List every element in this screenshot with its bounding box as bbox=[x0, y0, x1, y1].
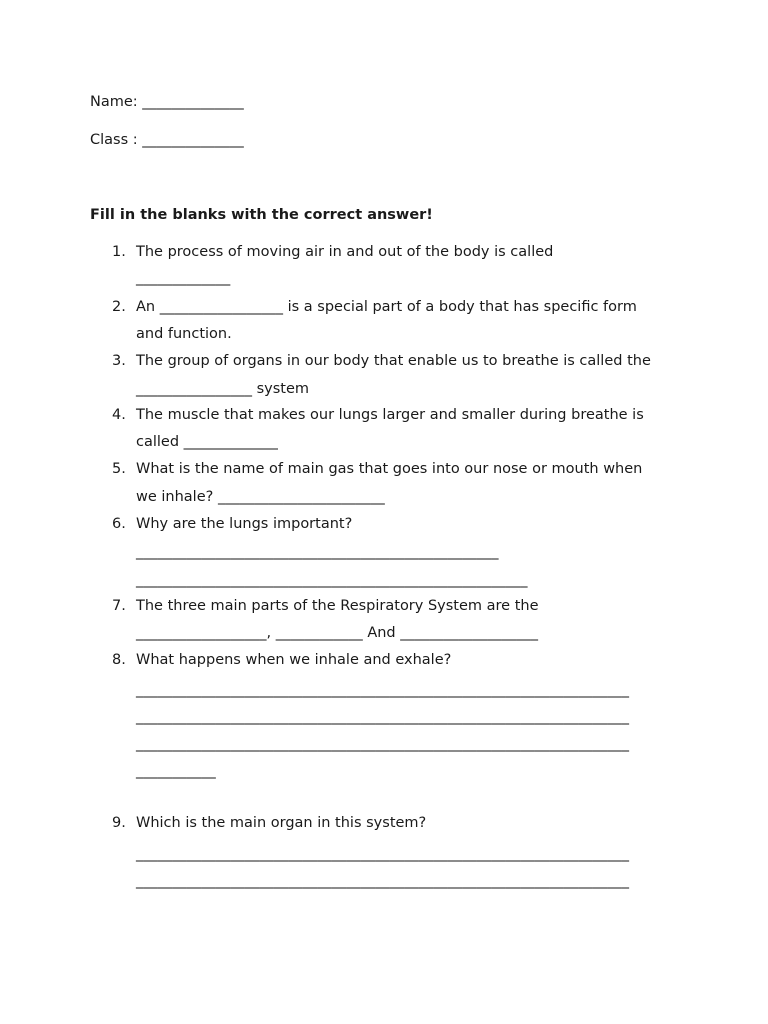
question-text: called _____________ bbox=[136, 434, 278, 450]
question-number: 8. bbox=[112, 652, 126, 668]
class-field: Class : ______________ bbox=[90, 132, 244, 148]
question-text: An _________________ is a special part of a body that has specific form bbox=[136, 299, 637, 315]
answer-blank: ___________ bbox=[136, 763, 216, 779]
answer-blank: ____________________________________________________________________ bbox=[136, 709, 629, 725]
question-number: 1. bbox=[112, 244, 126, 260]
answer-blank: ____________________________________________________________________ bbox=[136, 873, 629, 889]
question-number: 9. bbox=[112, 815, 126, 831]
question-number: 3. bbox=[112, 353, 126, 369]
question-text: The muscle that makes our lungs larger and smaller during breathe is bbox=[136, 407, 644, 423]
question-text: Why are the lungs important? bbox=[136, 516, 353, 532]
instructions-heading: Fill in the blanks with the correct answer! bbox=[90, 207, 433, 223]
question-text: What happens when we inhale and exhale? bbox=[136, 652, 452, 668]
name-field: Name: ______________ bbox=[90, 94, 244, 110]
question-number: 5. bbox=[112, 461, 126, 477]
question-number: 6. bbox=[112, 516, 126, 532]
question-text: The process of moving air in and out of the body is called bbox=[136, 244, 554, 260]
answer-blank: _____________ bbox=[136, 270, 231, 286]
question-text: __________________, ____________ And ___________________ bbox=[136, 625, 538, 641]
question-text: What is the name of main gas that goes into our nose or mouth when bbox=[136, 461, 643, 477]
question-number: 2. bbox=[112, 299, 126, 315]
question-number: 4. bbox=[112, 407, 126, 423]
question-text: The group of organs in our body that enable us to breathe is called the bbox=[136, 353, 651, 369]
answer-blank: ______________________________________________________ bbox=[136, 572, 528, 588]
answer-blank: ____________________________________________________________________ bbox=[136, 682, 629, 698]
question-text: Which is the main organ in this system? bbox=[136, 815, 427, 831]
question-text: The three main parts of the Respiratory System are the bbox=[136, 598, 539, 614]
answer-blank: ____________________________________________________________________ bbox=[136, 736, 629, 752]
question-number: 7. bbox=[112, 598, 126, 614]
question-text: and function. bbox=[136, 326, 232, 342]
answer-blank: ____________________________________________________________________ bbox=[136, 846, 629, 862]
question-text: ________________ system bbox=[136, 381, 310, 397]
question-text: we inhale? _______________________ bbox=[136, 489, 385, 505]
answer-blank: __________________________________________________ bbox=[136, 544, 499, 560]
